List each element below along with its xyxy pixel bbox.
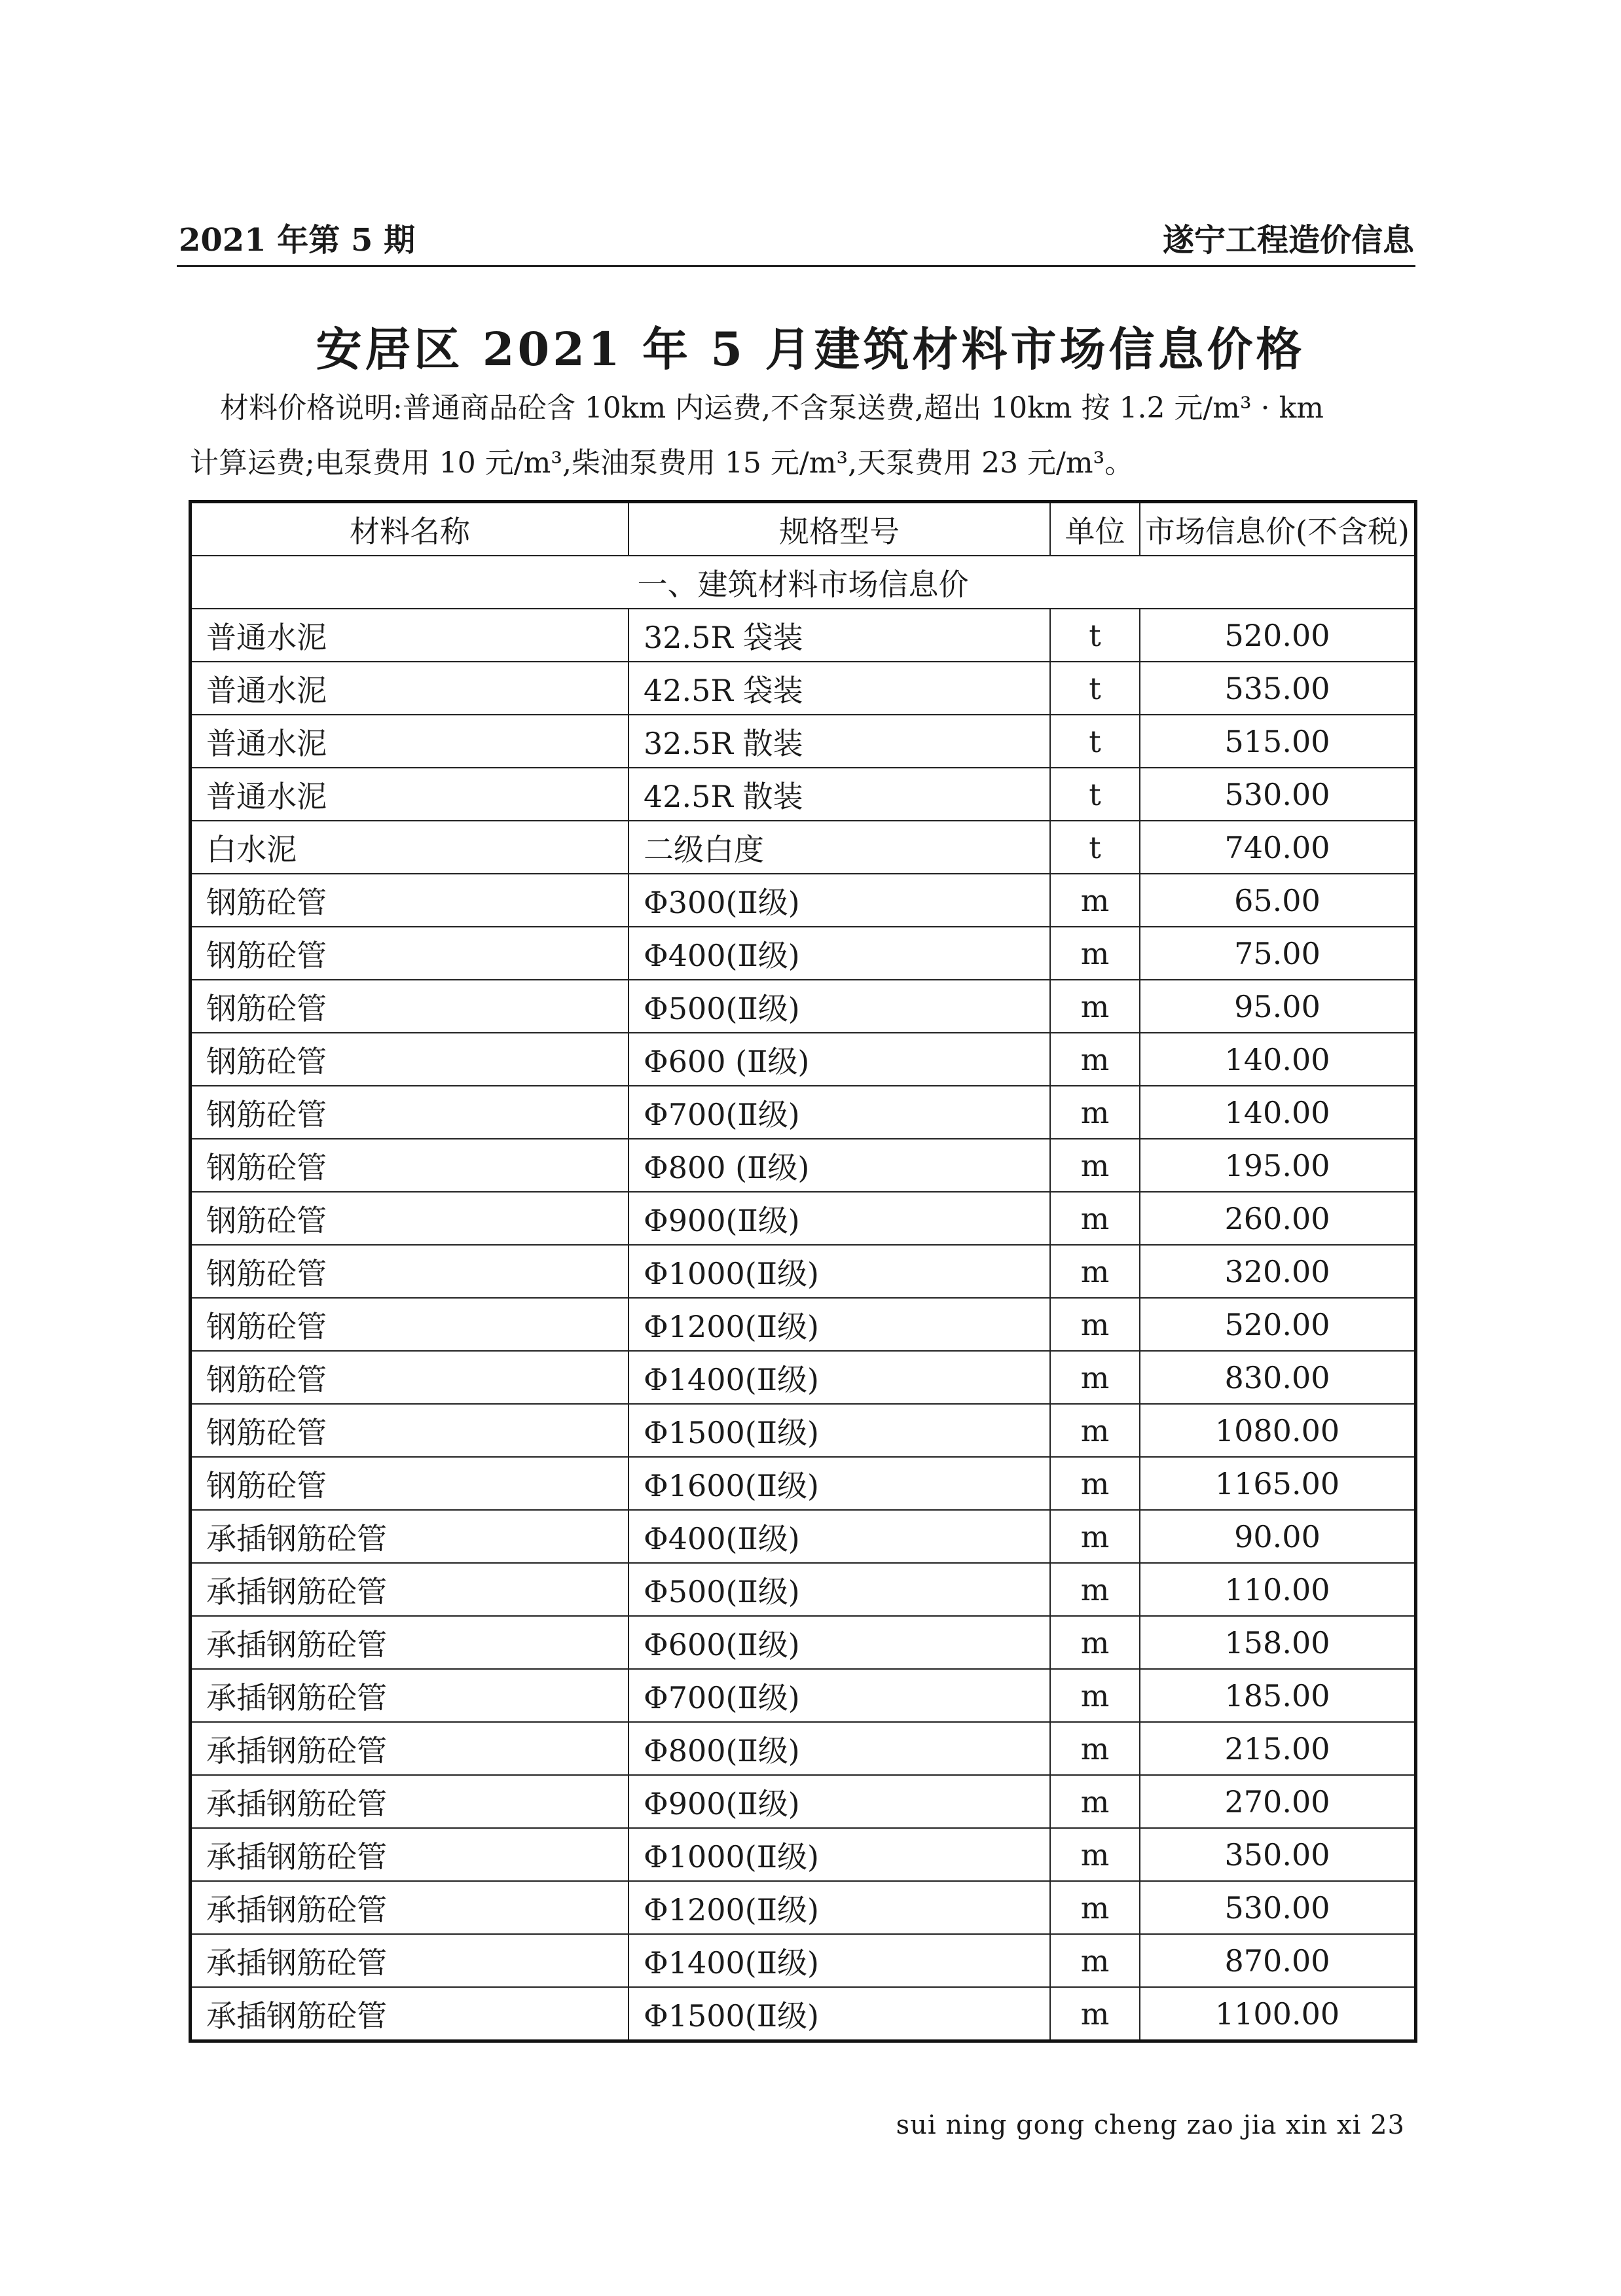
spec-cell: 32.5R 袋装: [628, 609, 1050, 662]
price-cell: 270.00: [1140, 1775, 1416, 1828]
spec-cell: Φ1200(Ⅱ级): [628, 1881, 1050, 1934]
material-name-cell: 承插钢筋砼管: [191, 1828, 629, 1881]
header-material-name: 材料名称: [191, 502, 629, 556]
material-name-cell: 承插钢筋砼管: [191, 1616, 629, 1669]
material-name-cell: 承插钢筋砼管: [191, 1775, 629, 1828]
header-spec: 规格型号: [628, 502, 1050, 556]
price-cell: 195.00: [1140, 1139, 1416, 1192]
price-cell: 1100.00: [1140, 1987, 1416, 2041]
spec-cell: Φ900(Ⅱ级): [628, 1775, 1050, 1828]
spec-cell: Φ600(Ⅱ级): [628, 1616, 1050, 1669]
material-name-cell: 承插钢筋砼管: [191, 1987, 629, 2041]
publication-name: 遂宁工程造价信息: [1162, 222, 1414, 259]
material-name-cell: 钢筋砼管: [191, 874, 629, 927]
material-name-cell: 钢筋砼管: [191, 1245, 629, 1298]
table-row: [191, 1510, 1416, 1563]
unit-cell: m: [1050, 1033, 1140, 1086]
table-row: [191, 1457, 1416, 1510]
spec-cell: Φ1200(Ⅱ级): [628, 1298, 1050, 1351]
page-footer: sui ning gong cheng zao jia xin xi 23: [896, 2110, 1405, 2140]
table-row: [191, 821, 1416, 874]
price-cell: 158.00: [1140, 1616, 1416, 1669]
spec-cell: Φ600 (Ⅱ级): [628, 1033, 1050, 1086]
unit-cell: m: [1050, 1934, 1140, 1987]
unit-cell: m: [1050, 927, 1140, 980]
table-row: [191, 980, 1416, 1033]
spec-cell: Φ500(Ⅱ级): [628, 980, 1050, 1033]
table-row: [191, 1828, 1416, 1881]
price-cell: 185.00: [1140, 1669, 1416, 1722]
unit-cell: m: [1050, 1086, 1140, 1139]
spec-cell: Φ800 (Ⅱ级): [628, 1139, 1050, 1192]
table-row: [191, 1669, 1416, 1722]
header-divider: [177, 265, 1415, 267]
unit-cell: m: [1050, 1351, 1140, 1404]
spec-cell: Φ400(Ⅱ级): [628, 1510, 1050, 1563]
table-row: [191, 1351, 1416, 1404]
material-name-cell: 承插钢筋砼管: [191, 1669, 629, 1722]
price-cell: 350.00: [1140, 1828, 1416, 1881]
price-cell: 870.00: [1140, 1934, 1416, 1987]
spec-cell: Φ700(Ⅱ级): [628, 1086, 1050, 1139]
material-name-cell: 普通水泥: [191, 609, 629, 662]
unit-cell: m: [1050, 1404, 1140, 1457]
material-name-cell: 钢筋砼管: [191, 1298, 629, 1351]
price-cell: 740.00: [1140, 821, 1416, 874]
unit-cell: m: [1050, 1616, 1140, 1669]
page-title: 安居区 2021 年 5 月建筑材料市场信息价格: [316, 322, 1305, 376]
unit-cell: t: [1050, 609, 1140, 662]
table-row: [191, 609, 1416, 662]
table-row: [191, 1139, 1416, 1192]
unit-cell: m: [1050, 874, 1140, 927]
header-unit: 单位: [1050, 502, 1140, 556]
table-row: [191, 1987, 1416, 2041]
price-cell: 830.00: [1140, 1351, 1416, 1404]
unit-cell: m: [1050, 1987, 1140, 2041]
price-cell: 520.00: [1140, 1298, 1416, 1351]
material-name-cell: 普通水泥: [191, 715, 629, 768]
unit-cell: m: [1050, 1298, 1140, 1351]
price-table: [189, 500, 1417, 2043]
price-cell: 215.00: [1140, 1722, 1416, 1775]
header-price: 市场信息价(不含税): [1140, 502, 1416, 556]
table-row: [191, 1616, 1416, 1669]
unit-cell: m: [1050, 1881, 1140, 1934]
material-name-cell: 钢筋砼管: [191, 1192, 629, 1245]
table-row: [191, 662, 1416, 715]
price-cell: 140.00: [1140, 1033, 1416, 1086]
table-row: [191, 1033, 1416, 1086]
unit-cell: m: [1050, 1775, 1140, 1828]
spec-cell: Φ400(Ⅱ级): [628, 927, 1050, 980]
material-name-cell: 钢筋砼管: [191, 1139, 629, 1192]
material-name-cell: 钢筋砼管: [191, 1086, 629, 1139]
spec-cell: Φ1500(Ⅱ级): [628, 1404, 1050, 1457]
material-name-cell: 承插钢筋砼管: [191, 1563, 629, 1616]
table-row: [191, 1086, 1416, 1139]
price-cell: 75.00: [1140, 927, 1416, 980]
material-name-cell: 普通水泥: [191, 768, 629, 821]
unit-cell: m: [1050, 1457, 1140, 1510]
price-cell: 140.00: [1140, 1086, 1416, 1139]
table-row: [191, 1722, 1416, 1775]
price-note-line-1: 材料价格说明:普通商品砼含 10km 内运费,不含泵送费,超出 10km 按 1.2 元/m³ · km: [220, 391, 1324, 425]
table-row: [191, 1881, 1416, 1934]
price-cell: 535.00: [1140, 662, 1416, 715]
price-cell: 1165.00: [1140, 1457, 1416, 1510]
unit-cell: m: [1050, 1722, 1140, 1775]
table-row: [191, 1934, 1416, 1987]
price-note-line-2: 计算运费;电泵费用 10 元/m³,柴油泵费用 15 元/m³,天泵费用 23 元/m³。: [190, 446, 1134, 480]
unit-cell: m: [1050, 980, 1140, 1033]
table-row: [191, 1298, 1416, 1351]
table-row: [191, 1775, 1416, 1828]
material-name-cell: 白水泥: [191, 821, 629, 874]
unit-cell: m: [1050, 1828, 1140, 1881]
material-name-cell: 钢筋砼管: [191, 1351, 629, 1404]
unit-cell: m: [1050, 1669, 1140, 1722]
price-cell: 320.00: [1140, 1245, 1416, 1298]
material-name-cell: 承插钢筋砼管: [191, 1934, 629, 1987]
material-name-cell: 普通水泥: [191, 662, 629, 715]
price-cell: 515.00: [1140, 715, 1416, 768]
spec-cell: Φ1400(Ⅱ级): [628, 1934, 1050, 1987]
spec-cell: Φ900(Ⅱ级): [628, 1192, 1050, 1245]
spec-cell: Φ1000(Ⅱ级): [628, 1245, 1050, 1298]
unit-cell: m: [1050, 1139, 1140, 1192]
material-name-cell: 钢筋砼管: [191, 927, 629, 980]
price-cell: 1080.00: [1140, 1404, 1416, 1457]
table-row: [191, 715, 1416, 768]
issue-label: 2021 年第 5 期: [179, 222, 416, 259]
spec-cell: Φ500(Ⅱ级): [628, 1563, 1050, 1616]
unit-cell: m: [1050, 1510, 1140, 1563]
unit-cell: t: [1050, 768, 1140, 821]
spec-cell: 32.5R 散装: [628, 715, 1050, 768]
unit-cell: t: [1050, 715, 1140, 768]
material-name-cell: 承插钢筋砼管: [191, 1722, 629, 1775]
section-row: [191, 556, 1416, 609]
table-row: [191, 1563, 1416, 1616]
price-cell: 530.00: [1140, 768, 1416, 821]
material-name-cell: 承插钢筋砼管: [191, 1510, 629, 1563]
table-row: [191, 1245, 1416, 1298]
price-cell: 65.00: [1140, 874, 1416, 927]
material-name-cell: 钢筋砼管: [191, 1457, 629, 1510]
table-row: [191, 1192, 1416, 1245]
material-name-cell: 钢筋砼管: [191, 980, 629, 1033]
spec-cell: Φ1500(Ⅱ级): [628, 1987, 1050, 2041]
spec-cell: Φ800(Ⅱ级): [628, 1722, 1050, 1775]
unit-cell: m: [1050, 1245, 1140, 1298]
section-title: 一、建筑材料市场信息价: [191, 556, 1416, 609]
unit-cell: m: [1050, 1563, 1140, 1616]
price-cell: 90.00: [1140, 1510, 1416, 1563]
spec-cell: Φ1600(Ⅱ级): [628, 1457, 1050, 1510]
material-name-cell: 钢筋砼管: [191, 1404, 629, 1457]
table-row: [191, 768, 1416, 821]
material-name-cell: 承插钢筋砼管: [191, 1881, 629, 1934]
table-row: [191, 874, 1416, 927]
spec-cell: 42.5R 袋装: [628, 662, 1050, 715]
unit-cell: m: [1050, 1192, 1140, 1245]
table-header-row: [191, 502, 1416, 556]
price-cell: 530.00: [1140, 1881, 1416, 1934]
price-cell: 520.00: [1140, 609, 1416, 662]
unit-cell: t: [1050, 821, 1140, 874]
spec-cell: 二级白度: [628, 821, 1050, 874]
table-row: [191, 1404, 1416, 1457]
spec-cell: Φ1400(Ⅱ级): [628, 1351, 1050, 1404]
price-cell: 260.00: [1140, 1192, 1416, 1245]
price-cell: 110.00: [1140, 1563, 1416, 1616]
table-row: [191, 927, 1416, 980]
spec-cell: Φ300(Ⅱ级): [628, 874, 1050, 927]
spec-cell: Φ1000(Ⅱ级): [628, 1828, 1050, 1881]
price-cell: 95.00: [1140, 980, 1416, 1033]
spec-cell: Φ700(Ⅱ级): [628, 1669, 1050, 1722]
unit-cell: t: [1050, 662, 1140, 715]
spec-cell: 42.5R 散装: [628, 768, 1050, 821]
material-name-cell: 钢筋砼管: [191, 1033, 629, 1086]
